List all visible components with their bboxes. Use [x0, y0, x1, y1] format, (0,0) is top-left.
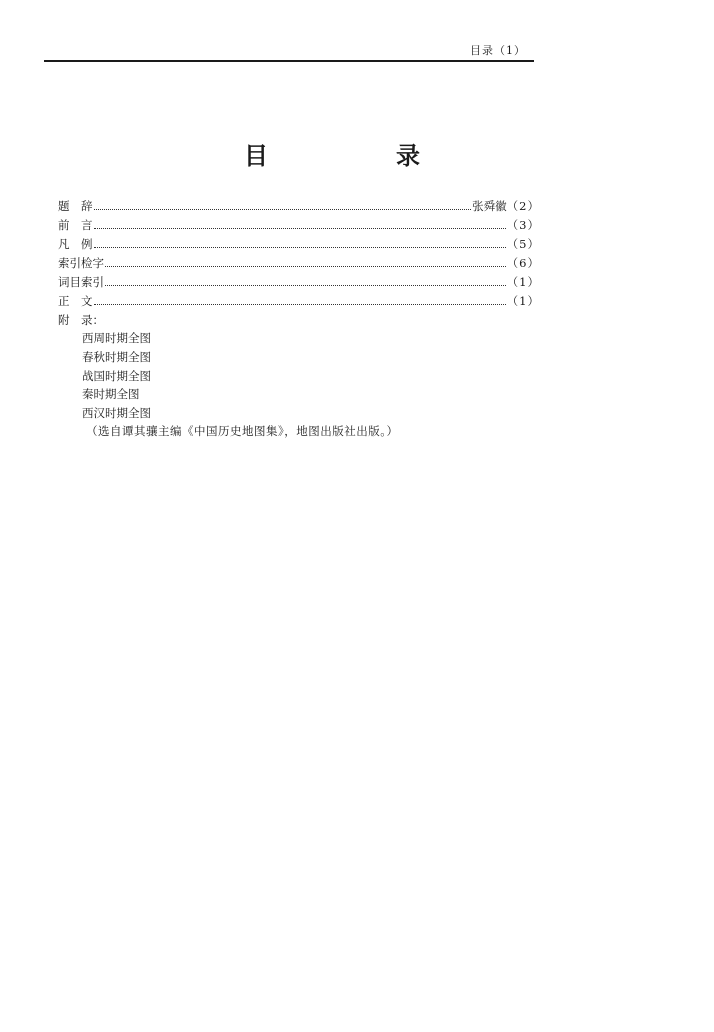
toc-entry-fanli[interactable]	[58, 236, 540, 255]
toc-entry-zhengwen[interactable]	[58, 293, 540, 312]
running-header: 目录（1）	[470, 44, 526, 57]
dot-leader	[105, 284, 506, 286]
appendix-label: 附 录：	[58, 313, 104, 327]
toc-entry-page: （3）	[506, 218, 540, 232]
table-of-contents	[58, 198, 540, 331]
page-title: 目 录	[244, 141, 472, 170]
toc-entry-page: （1）	[506, 275, 540, 289]
toc-entry-page: （1）	[506, 294, 540, 308]
dot-leader	[94, 227, 506, 229]
dot-leader	[94, 246, 506, 248]
toc-entry-author: 张舜徽	[472, 199, 507, 213]
appendix-map-item[interactable]: 秦时期全图	[82, 387, 140, 401]
dot-leader	[94, 208, 472, 210]
toc-entry-label: 凡 例	[58, 237, 93, 251]
appendix-map-item[interactable]: 战国时期全图	[82, 369, 151, 383]
toc-entry-label: 正 文	[58, 294, 93, 308]
toc-entry-appendix	[58, 312, 540, 331]
toc-entry-suoyin-jianzi[interactable]	[58, 255, 540, 274]
dot-leader	[94, 303, 506, 305]
appendix-source-note: （选自谭其骧主编《中国历史地图集》，地图出版社出版。）	[86, 424, 399, 438]
appendix-map-item[interactable]: 西汉时期全图	[82, 406, 151, 420]
toc-entry-page: （5）	[506, 237, 540, 251]
appendix-map-item[interactable]: 春秋时期全图	[82, 350, 151, 364]
header-rule	[44, 60, 534, 62]
appendix-map-item[interactable]: 西周时期全图	[82, 331, 151, 345]
toc-entry-tici[interactable]	[58, 198, 540, 217]
toc-entry-label: 题 辞	[58, 199, 93, 213]
toc-entry-page: （6）	[506, 256, 540, 270]
toc-entry-cimu-suoyin[interactable]	[58, 274, 540, 293]
toc-entry-qianyan[interactable]	[58, 217, 540, 236]
toc-entry-page: （2）	[506, 199, 540, 213]
toc-entry-label: 词目索引	[58, 275, 104, 289]
dot-leader	[105, 265, 506, 267]
toc-entry-label: 索引检字	[58, 256, 104, 270]
toc-entry-label: 前 言	[58, 218, 93, 232]
